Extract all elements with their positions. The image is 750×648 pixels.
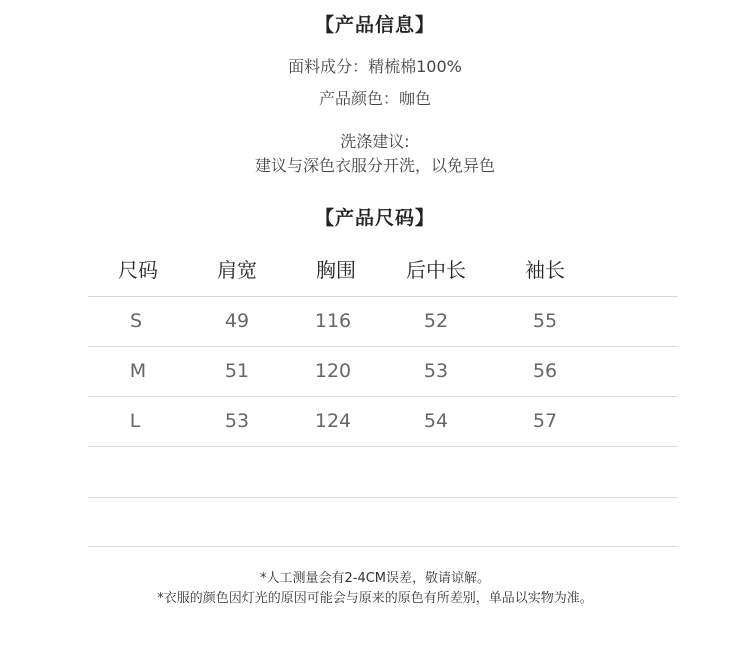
header-size: 尺码 [118,258,158,282]
table-row [88,347,678,397]
cell-back-length: 54 [423,410,449,432]
cell-shoulder: 49 [224,310,250,332]
cell-size: S [129,310,143,332]
product-color: 产品颜色：咖色 [318,89,431,108]
cell-back-length: 52 [423,310,449,332]
measurement-error-note: *人工测量会有2-4CM误差，敬请谅解。 [259,571,491,586]
cell-size: M [129,360,147,382]
size-table [88,244,678,547]
cell-sleeve-length: 55 [532,310,558,332]
table-row [88,397,678,447]
cell-shoulder: 53 [224,410,250,432]
cell-size: L [129,410,141,432]
header-sleeve-length: 袖长 [525,258,565,282]
wash-advice-heading: 洗涤建议: [340,132,410,151]
table-row [88,297,678,347]
cell-back-length: 53 [423,360,449,382]
cell-shoulder: 51 [224,360,250,382]
cell-sleeve-length: 57 [532,410,558,432]
table-row-empty [88,447,678,498]
size-table-header [88,244,678,297]
wash-advice-text: 建议与深色衣服分开洗，以免异色 [254,156,495,175]
product-info-title: 【产品信息】 [314,14,435,36]
header-back-length: 后中长 [406,258,466,282]
cell-chest: 124 [314,410,352,432]
fabric-composition: 面料成分：精梳棉100% [288,57,462,76]
cell-chest: 116 [314,310,352,332]
table-row-empty [88,498,678,547]
color-difference-note: *衣服的颜色因灯光的原因可能会与原来的原色有所差别，单品以实物为准。 [157,591,593,606]
header-shoulder: 肩宽 [217,258,257,282]
header-chest: 胸围 [316,258,356,282]
cell-sleeve-length: 56 [532,360,558,382]
cell-chest: 120 [314,360,352,382]
size-section-title: 【产品尺码】 [314,207,435,229]
